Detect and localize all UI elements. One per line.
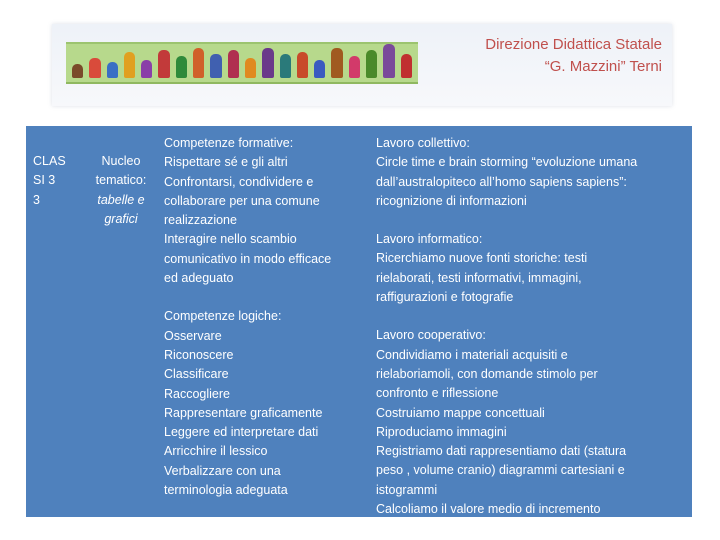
list-item: Riconoscere <box>164 347 234 362</box>
list-item: Verbalizzare con una <box>164 463 281 478</box>
child-figure-icon <box>331 48 342 78</box>
list-item: dall’australopiteco all’homo sapiens sapiens”: <box>376 174 627 189</box>
nucleo-topic: grafici <box>104 211 138 226</box>
nucleo-column <box>82 152 160 229</box>
list-item: istogrammi <box>376 482 438 497</box>
list-item: rielaborati, testi informativi, immagini, <box>376 270 582 285</box>
children-drawing-banner <box>66 42 418 84</box>
list-item: comunicativo in modo efficace <box>164 251 332 266</box>
child-figure-icon <box>383 44 394 78</box>
child-figure-icon <box>124 52 135 78</box>
list-item: Classificare <box>164 367 229 382</box>
list-item: rielaboriamoli, con domande stimolo per <box>376 366 598 381</box>
nucleo-line: tematico: <box>95 173 147 188</box>
list-item: Circle time e brain storming “evoluzione umana <box>376 155 638 170</box>
formative-heading: Competenze formative: <box>164 136 294 150</box>
list-item: Leggere ed interpretare dati <box>164 425 319 440</box>
child-figure-icon <box>158 50 169 78</box>
list-item: Ricerchiamo nuove fonti storiche: testi <box>376 251 588 266</box>
content-panel <box>26 126 692 517</box>
nucleo-line: Nucleo <box>101 154 141 168</box>
list-item: Interagire nello scambio <box>164 232 297 247</box>
child-figure-icon <box>297 52 308 78</box>
list-item: Arricchire il lessico <box>164 444 268 459</box>
informatico-heading: Lavoro informatico: <box>376 232 483 247</box>
competenze-column <box>164 134 364 500</box>
child-figure-icon <box>141 60 152 78</box>
list-item: Riproduciamo immagini <box>376 424 507 439</box>
nucleo-topic: tabelle e <box>97 192 145 207</box>
child-figure-icon <box>401 54 412 78</box>
school-title <box>485 34 662 78</box>
list-item: confronto e riflessione <box>376 386 499 401</box>
attivita-column <box>376 134 688 519</box>
title-line-1: Direzione Didattica Statale <box>485 36 662 53</box>
child-figure-icon <box>262 48 273 78</box>
list-item: collaborare per una comune <box>164 193 320 208</box>
list-item: Calcoliamo il valore medio di incremento <box>376 502 601 517</box>
list-item: raffigurazioni e fotografie <box>376 290 514 305</box>
list-item: Costruiamo mappe concettuali <box>376 405 545 420</box>
child-figure-icon <box>89 58 100 78</box>
child-figure-icon <box>107 62 118 78</box>
child-figure-icon <box>210 54 221 78</box>
class-line: SI 3 <box>33 173 56 188</box>
child-figure-icon <box>314 60 325 78</box>
collettivo-heading: Lavoro collettivo: <box>376 136 470 150</box>
child-figure-icon <box>228 50 239 78</box>
child-figure-icon <box>72 64 83 78</box>
child-figure-icon <box>349 56 360 78</box>
list-item: Condividiamo i materiali acquisiti e <box>376 347 568 362</box>
logiche-heading: Competenze logiche: <box>164 309 282 324</box>
class-line: 3 <box>33 192 40 207</box>
header <box>52 24 672 106</box>
list-item: Raccogliere <box>164 386 231 401</box>
list-item: Registriamo dati rappresentiamo dati (statura <box>376 444 627 459</box>
class-column <box>33 152 77 210</box>
list-item: Osservare <box>164 328 222 343</box>
list-item: Confrontarsi, condividere e <box>164 174 314 189</box>
list-item: Rispettare sé e gli altri <box>164 155 288 170</box>
child-figure-icon <box>280 54 291 78</box>
child-figure-icon <box>366 50 377 78</box>
class-line: CLAS <box>33 154 66 168</box>
list-item: peso , volume cranio) diagrammi cartesiani e <box>376 463 625 478</box>
child-figure-icon <box>193 48 204 78</box>
child-figure-icon <box>176 56 187 78</box>
cooperativo-heading: Lavoro cooperativo: <box>376 328 486 343</box>
list-item: terminologia adeguata <box>164 483 288 498</box>
list-item: realizzazione <box>164 213 237 228</box>
list-item: Rappresentare graficamente <box>164 405 323 420</box>
list-item: ricognizione di informazioni <box>376 193 527 208</box>
title-line-2: “G. Mazzini” Terni <box>544 58 662 75</box>
child-figure-icon <box>245 58 256 78</box>
list-item: ed adeguato <box>164 271 234 286</box>
